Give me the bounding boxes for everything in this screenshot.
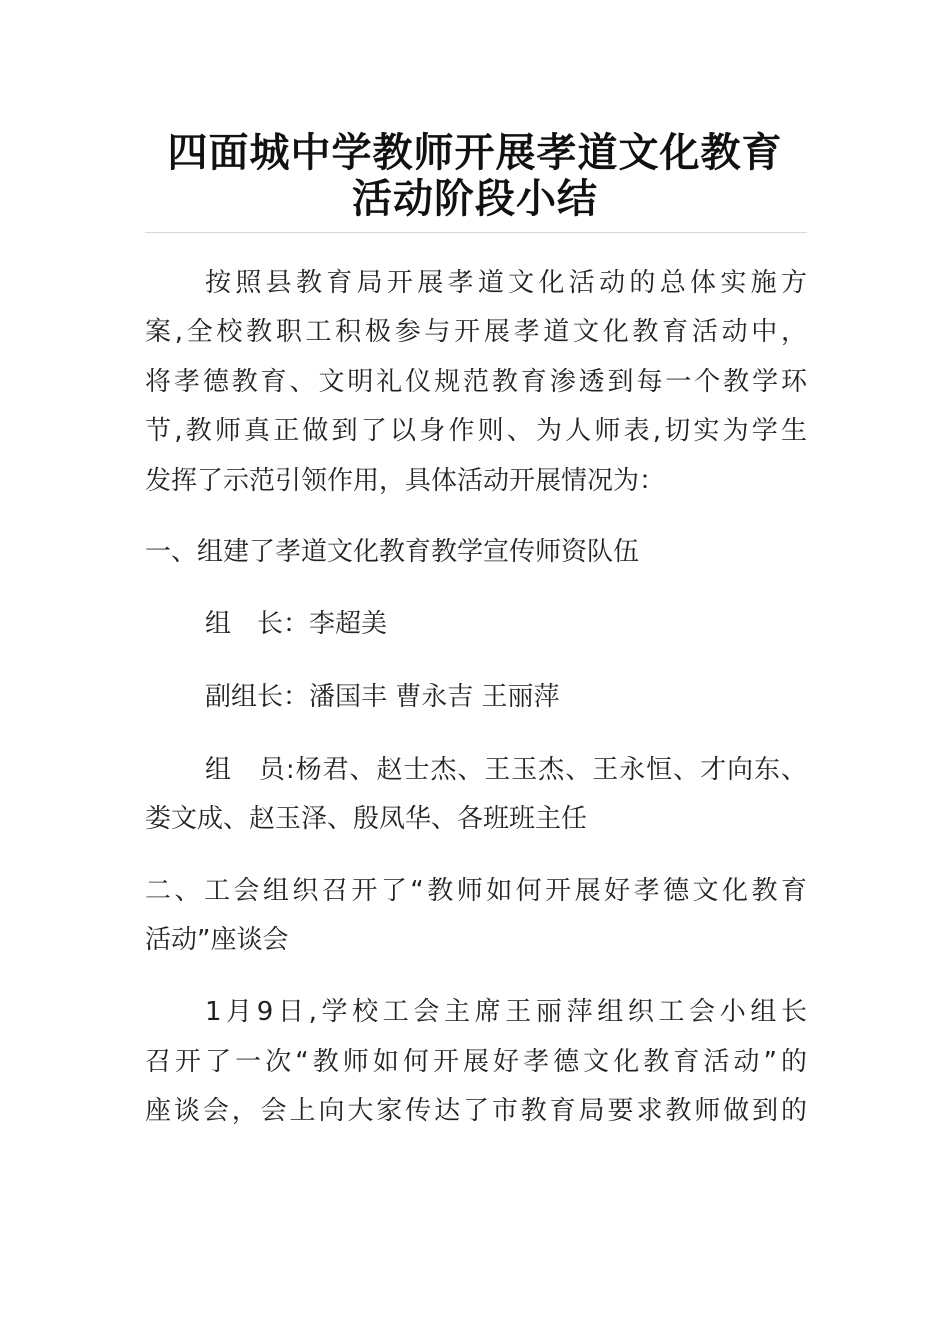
document-title-line-2: 活动阶段小结 xyxy=(352,175,598,222)
members-line: 组 员:杨君、赵士杰、王玉杰、王永恒、才向东、 xyxy=(205,755,807,785)
intro-paragraph-line: 节,教师真正做到了以身作则、为人师表,切实为学生 xyxy=(145,416,807,446)
section-2-body-line: 1月9日,学校工会主席王丽萍组织工会小组长 xyxy=(205,997,807,1027)
section-2-heading-line: 二、工会组织召开了“教师如何开展好孝德文化教育 xyxy=(145,876,807,906)
intro-paragraph-line: 将孝德教育、文明礼仪规范教育渗透到每一个教学环 xyxy=(145,367,807,397)
section-1-heading: 一、组建了孝道文化教育教学宣传师资队伍 xyxy=(145,537,640,567)
title-divider xyxy=(145,232,807,233)
members-line: 娄文成、赵玉泽、殷凤华、各班班主任 xyxy=(145,804,588,834)
document-title-line-1: 四面城中学教师开展孝道文化教育 xyxy=(167,129,783,176)
section-2-heading-line: 活动”座谈会 xyxy=(145,925,289,955)
intro-paragraph-line: 按照县教育局开展孝道文化活动的总体实施方 xyxy=(205,268,807,298)
section-2-body-line: 座谈会，会上向大家传达了市教育局要求教师做到的 xyxy=(145,1096,807,1126)
section-2-body-line: 召开了一次“教师如何开展好孝德文化教育活动”的 xyxy=(145,1047,807,1077)
intro-paragraph-line: 案,全校教职工积极参与开展孝道文化教育活动中， xyxy=(145,317,807,347)
intro-paragraph-line: 发挥了示范引领作用，具体活动开展情况为： xyxy=(145,466,666,496)
group-leader-line: 组 长：李超美 xyxy=(205,609,388,639)
deputy-leader-line: 副组长：潘国丰 曹永吉 王丽萍 xyxy=(205,682,560,712)
